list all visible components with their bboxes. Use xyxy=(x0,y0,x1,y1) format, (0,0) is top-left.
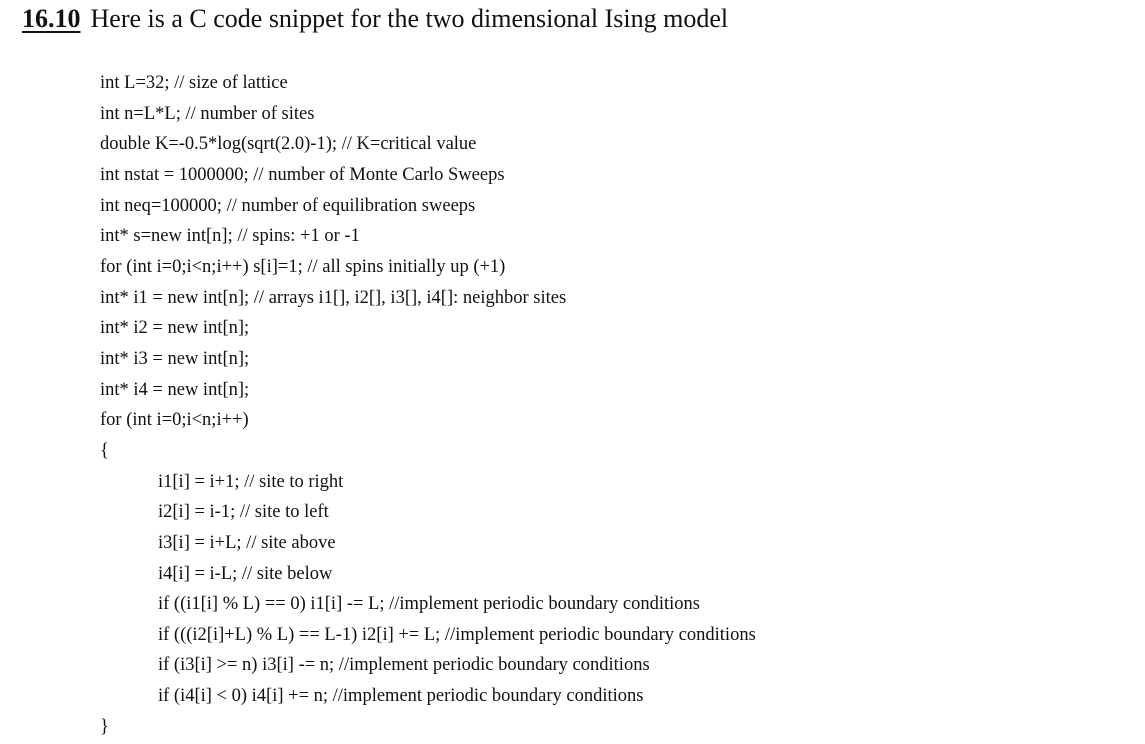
code-line: double K=-0.5*log(sqrt(2.0)-1); // K=critical value xyxy=(100,134,477,155)
code-line: if (i3[i] >= n) i3[i] -= n; //implement periodic boundary conditions xyxy=(158,655,650,676)
code-line: int* i4 = new int[n]; xyxy=(100,379,250,400)
code-line: int* s=new int[n]; // spins: +1 or -1 xyxy=(100,226,360,247)
code-line: int* i1 = new int[n]; // arrays i1[], i2[], i3[], i4[]: neighbor sites xyxy=(100,287,567,308)
code-line: if (i4[i] < 0) i4[i] += n; //implement periodic boundary conditions xyxy=(158,686,644,707)
code-line: for (int i=0;i<n;i++) s[i]=1; // all spins initially up (+1) xyxy=(100,256,506,277)
code-snippet xyxy=(100,68,756,742)
code-line: int* i3 = new int[n]; xyxy=(100,348,250,369)
code-line: } xyxy=(100,716,109,737)
problem-title: Here is a C code snippet for the two dimensional Ising model xyxy=(90,4,729,33)
problem-number: 16.10 xyxy=(22,4,81,33)
code-line: if ((i1[i] % L) == 0) i1[i] -= L; //implement periodic boundary conditions xyxy=(158,594,700,615)
problem-heading xyxy=(22,4,728,34)
code-line: i3[i] = i+L; // site above xyxy=(158,532,336,553)
code-line: int neq=100000; // number of equilibration sweeps xyxy=(100,195,476,216)
code-line: int* i2 = new int[n]; xyxy=(100,318,250,339)
code-line: int nstat = 1000000; // number of Monte Carlo Sweeps xyxy=(100,164,505,185)
code-line: int L=32; // size of lattice xyxy=(100,73,288,93)
code-line: int n=L*L; // number of sites xyxy=(100,103,315,124)
code-line: if (((i2[i]+L) % L) == L-1) i2[i] += L; //implement periodic boundary conditions xyxy=(158,624,756,645)
code-line: { xyxy=(100,440,109,461)
code-line: i4[i] = i-L; // site below xyxy=(158,563,333,584)
code-line: i1[i] = i+1; // site to right xyxy=(158,471,344,492)
code-line: for (int i=0;i<n;i++) xyxy=(100,410,249,431)
code-line: i2[i] = i-1; // site to left xyxy=(158,502,329,523)
